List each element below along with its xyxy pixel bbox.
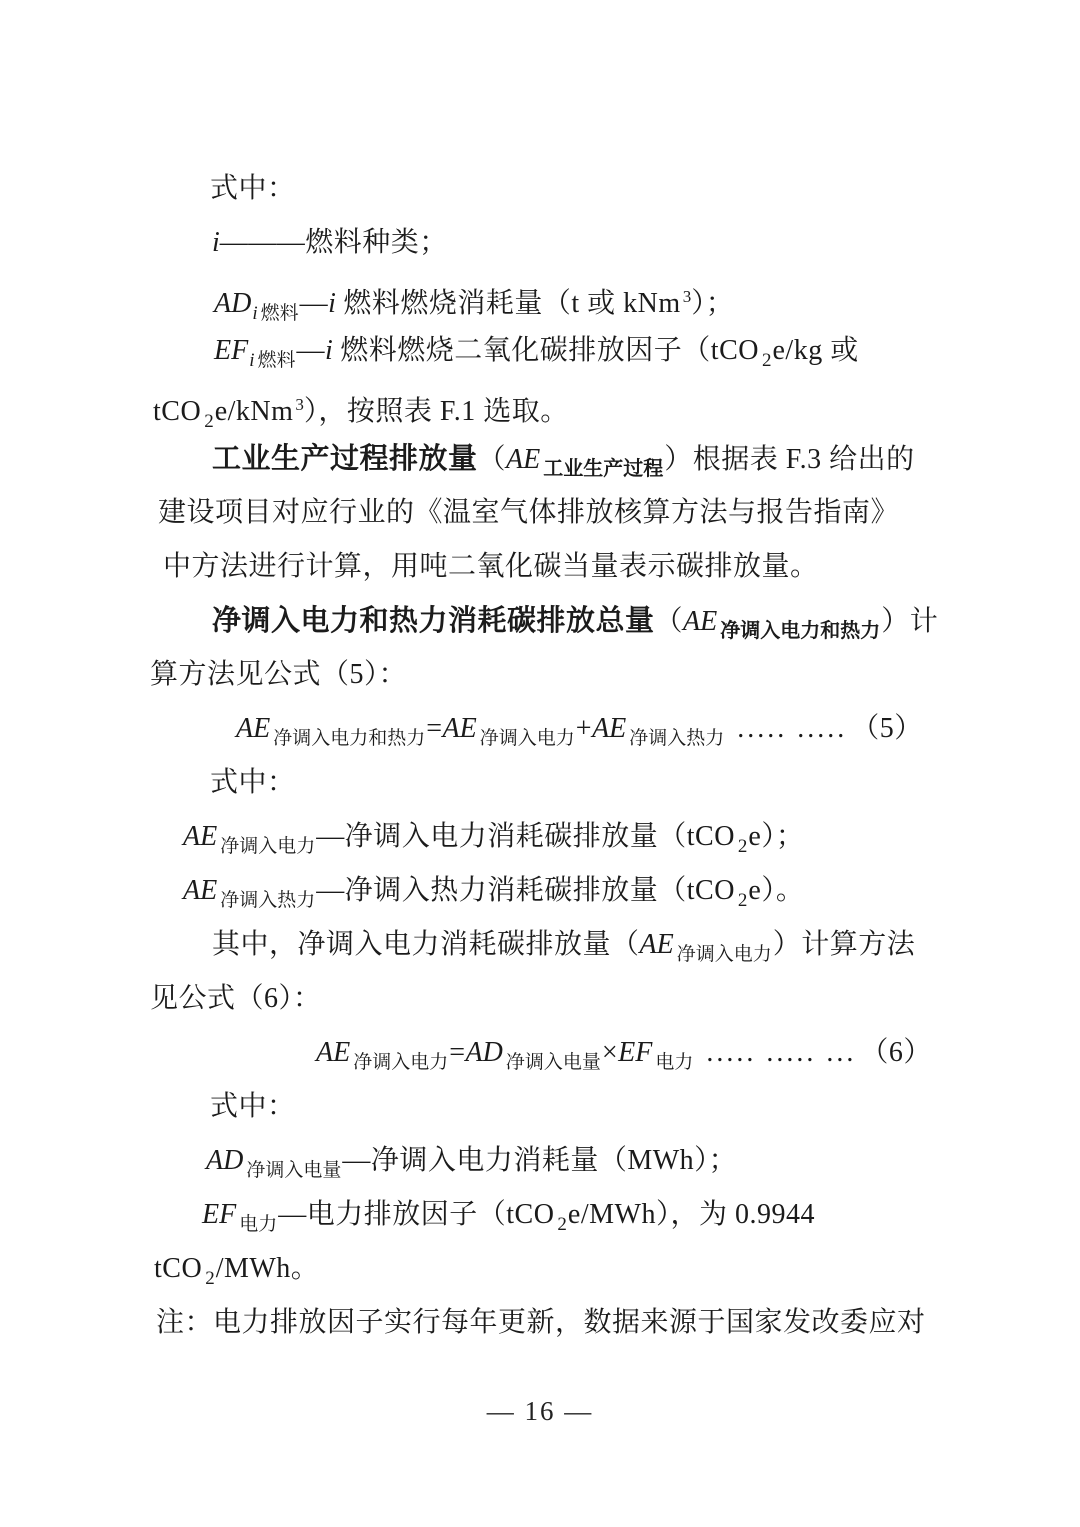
text-run: AE — [683, 606, 718, 637]
text-run: ）计 — [881, 606, 939, 637]
text-run: 建设项目对应行业的《温室气体排放核算方法与报告指南》 — [158, 497, 900, 528]
text-run: 2 — [204, 411, 214, 432]
definition-ef-fuel-continued — [150, 378, 950, 432]
text-run: e/kg 或 — [772, 335, 859, 366]
text-run: 3 — [295, 395, 304, 414]
text-run: 电力 — [239, 1214, 278, 1235]
definition-ae-net-electricity — [150, 810, 950, 864]
text-run: ..... ..... ... — [706, 1037, 857, 1068]
text-run: = — [426, 713, 443, 744]
text-run: i — [212, 227, 220, 258]
text-run: ）计算方法 — [772, 929, 916, 960]
formula-intro-label-1 — [150, 162, 950, 216]
text-run: EF — [202, 1199, 237, 1230]
text-run: i — [252, 303, 258, 324]
text-run: 2 — [737, 890, 748, 911]
text-run: —净调入热力消耗碳排放量（tCO — [316, 875, 735, 906]
formula-intro-label-2 — [150, 756, 950, 810]
text-run: AE — [592, 713, 627, 744]
text-run: ..... ..... — [737, 713, 848, 744]
text-run: — — [299, 288, 329, 319]
formula-5 — [150, 702, 950, 756]
text-run: 净调入电力和热力 — [273, 728, 426, 749]
text-run: 工业生产过程排放量 — [212, 443, 478, 475]
text-run: 燃料燃烧二氧化碳排放因子（tCO — [332, 335, 759, 366]
text-run: （ — [654, 606, 684, 637]
text-run: 燃料种类； — [305, 227, 448, 258]
text-run: 净调入电量 — [246, 1160, 342, 1181]
page-footer — [0, 1396, 1080, 1427]
definition-ef-electricity-continued — [150, 1242, 950, 1296]
text-run: 燃料燃烧消耗量（t 或 kNm — [335, 288, 681, 319]
text-run: e）。 — [748, 875, 805, 906]
text-run: ）； — [691, 288, 735, 319]
text-run: AE — [442, 713, 477, 744]
text-run: 燃料 — [257, 350, 296, 371]
paragraph-industrial-process-emission-3 — [150, 540, 950, 594]
text-run: 工业生产过程 — [543, 458, 664, 480]
text-run: 2 — [737, 836, 748, 857]
text-run: 根据表 F.3 给出的 — [692, 444, 915, 475]
text-run: AE — [506, 444, 541, 475]
text-run: i — [328, 288, 336, 319]
text-run: 燃料 — [260, 303, 299, 324]
text-run: e/MWh），为 0.9944 — [567, 1199, 815, 1230]
text-run: 式中： — [210, 767, 296, 798]
note-line — [150, 1296, 950, 1350]
text-run: ——— — [219, 227, 306, 258]
text-run: 净调入电力和热力 — [720, 620, 881, 642]
text-run: e）； — [748, 821, 805, 852]
text-run: 见公式（6）： — [150, 983, 322, 1014]
text-run: —净调入电力消耗量（MWh）； — [342, 1145, 738, 1176]
text-run: —净调入电力消耗碳排放量（tCO — [316, 821, 735, 852]
text-run: AE — [316, 1037, 351, 1068]
text-run: （6） — [860, 1037, 932, 1068]
text-run: AE — [183, 875, 218, 906]
text-run: 净调入电力 — [676, 944, 772, 965]
page-number: — 16 — — [486, 1396, 594, 1426]
text-run: 注：电力排放因子实行每年更新，数据来源于国家发改委应对 — [156, 1307, 926, 1338]
text-run: = — [449, 1037, 466, 1068]
text-run: 净调入电量 — [505, 1052, 601, 1073]
text-run: tCO — [154, 1253, 203, 1284]
definition-ad-net-electricity — [150, 1134, 950, 1188]
text-run: 式中： — [210, 1091, 296, 1122]
text-run: 2 — [557, 1214, 567, 1235]
text-run: AD — [206, 1145, 244, 1176]
text-run: —电力排放因子（tCO — [278, 1199, 555, 1230]
text-run: （ — [477, 444, 507, 475]
paragraph-net-electricity — [150, 918, 950, 972]
text-run: 净调入电力 — [353, 1052, 449, 1073]
paragraph-net-electricity-heat-total-2 — [150, 648, 950, 702]
text-run: 中方法进行计算，用吨二氧化碳当量表示碳排放量。 — [163, 551, 819, 582]
text-run: 净调入电力和热力消耗碳排放总量 — [212, 605, 655, 637]
paragraph-net-electricity-2 — [150, 972, 950, 1026]
text-run: 算方法见公式（5）： — [150, 659, 408, 690]
text-run: EF — [214, 335, 249, 366]
text-run: tCO — [153, 396, 202, 427]
text-run: AE — [183, 821, 218, 852]
text-run: i — [325, 335, 333, 366]
text-run: 其中，净调入电力消耗碳排放量（ — [212, 929, 640, 960]
text-run: ） — [664, 444, 693, 475]
text-run: × — [601, 1037, 619, 1068]
text-run: e/kNm — [214, 396, 294, 427]
text-run: AD — [465, 1037, 503, 1068]
text-run: AD — [214, 288, 252, 319]
text-run: AE — [639, 929, 674, 960]
text-run: 2 — [761, 350, 772, 371]
paragraph-industrial-process-emission-2 — [150, 486, 950, 540]
text-run: 2 — [205, 1268, 215, 1289]
definition-ad-fuel — [150, 270, 950, 324]
formula-6 — [150, 1026, 950, 1080]
definition-ae-net-heat — [150, 864, 950, 918]
definition-ef-fuel — [150, 324, 950, 378]
text-run: — — [296, 335, 326, 366]
definition-ef-electricity — [150, 1188, 950, 1242]
text-run: ），按照表 F.1 选取。 — [303, 396, 569, 427]
text-run: 式中： — [210, 173, 296, 204]
paragraph-industrial-process-emission — [150, 432, 950, 486]
text-run: AE — [236, 713, 271, 744]
text-run: 电力 — [655, 1052, 694, 1073]
text-run: + — [575, 713, 593, 744]
formula-intro-label-3 — [150, 1080, 950, 1134]
text-run: 3 — [682, 287, 692, 306]
definition-i — [150, 216, 950, 270]
text-run: i — [249, 350, 255, 371]
document-body — [150, 162, 950, 1350]
text-run: 净调入电力 — [479, 728, 575, 749]
text-run: 净调入电力 — [220, 836, 316, 857]
paragraph-net-electricity-heat-total — [150, 594, 950, 648]
text-run: 净调入热力 — [629, 728, 725, 749]
text-run: /MWh。 — [215, 1253, 320, 1284]
text-run: EF — [618, 1037, 653, 1068]
text-run: 净调入热力 — [220, 890, 316, 911]
text-run: （5） — [851, 713, 923, 744]
